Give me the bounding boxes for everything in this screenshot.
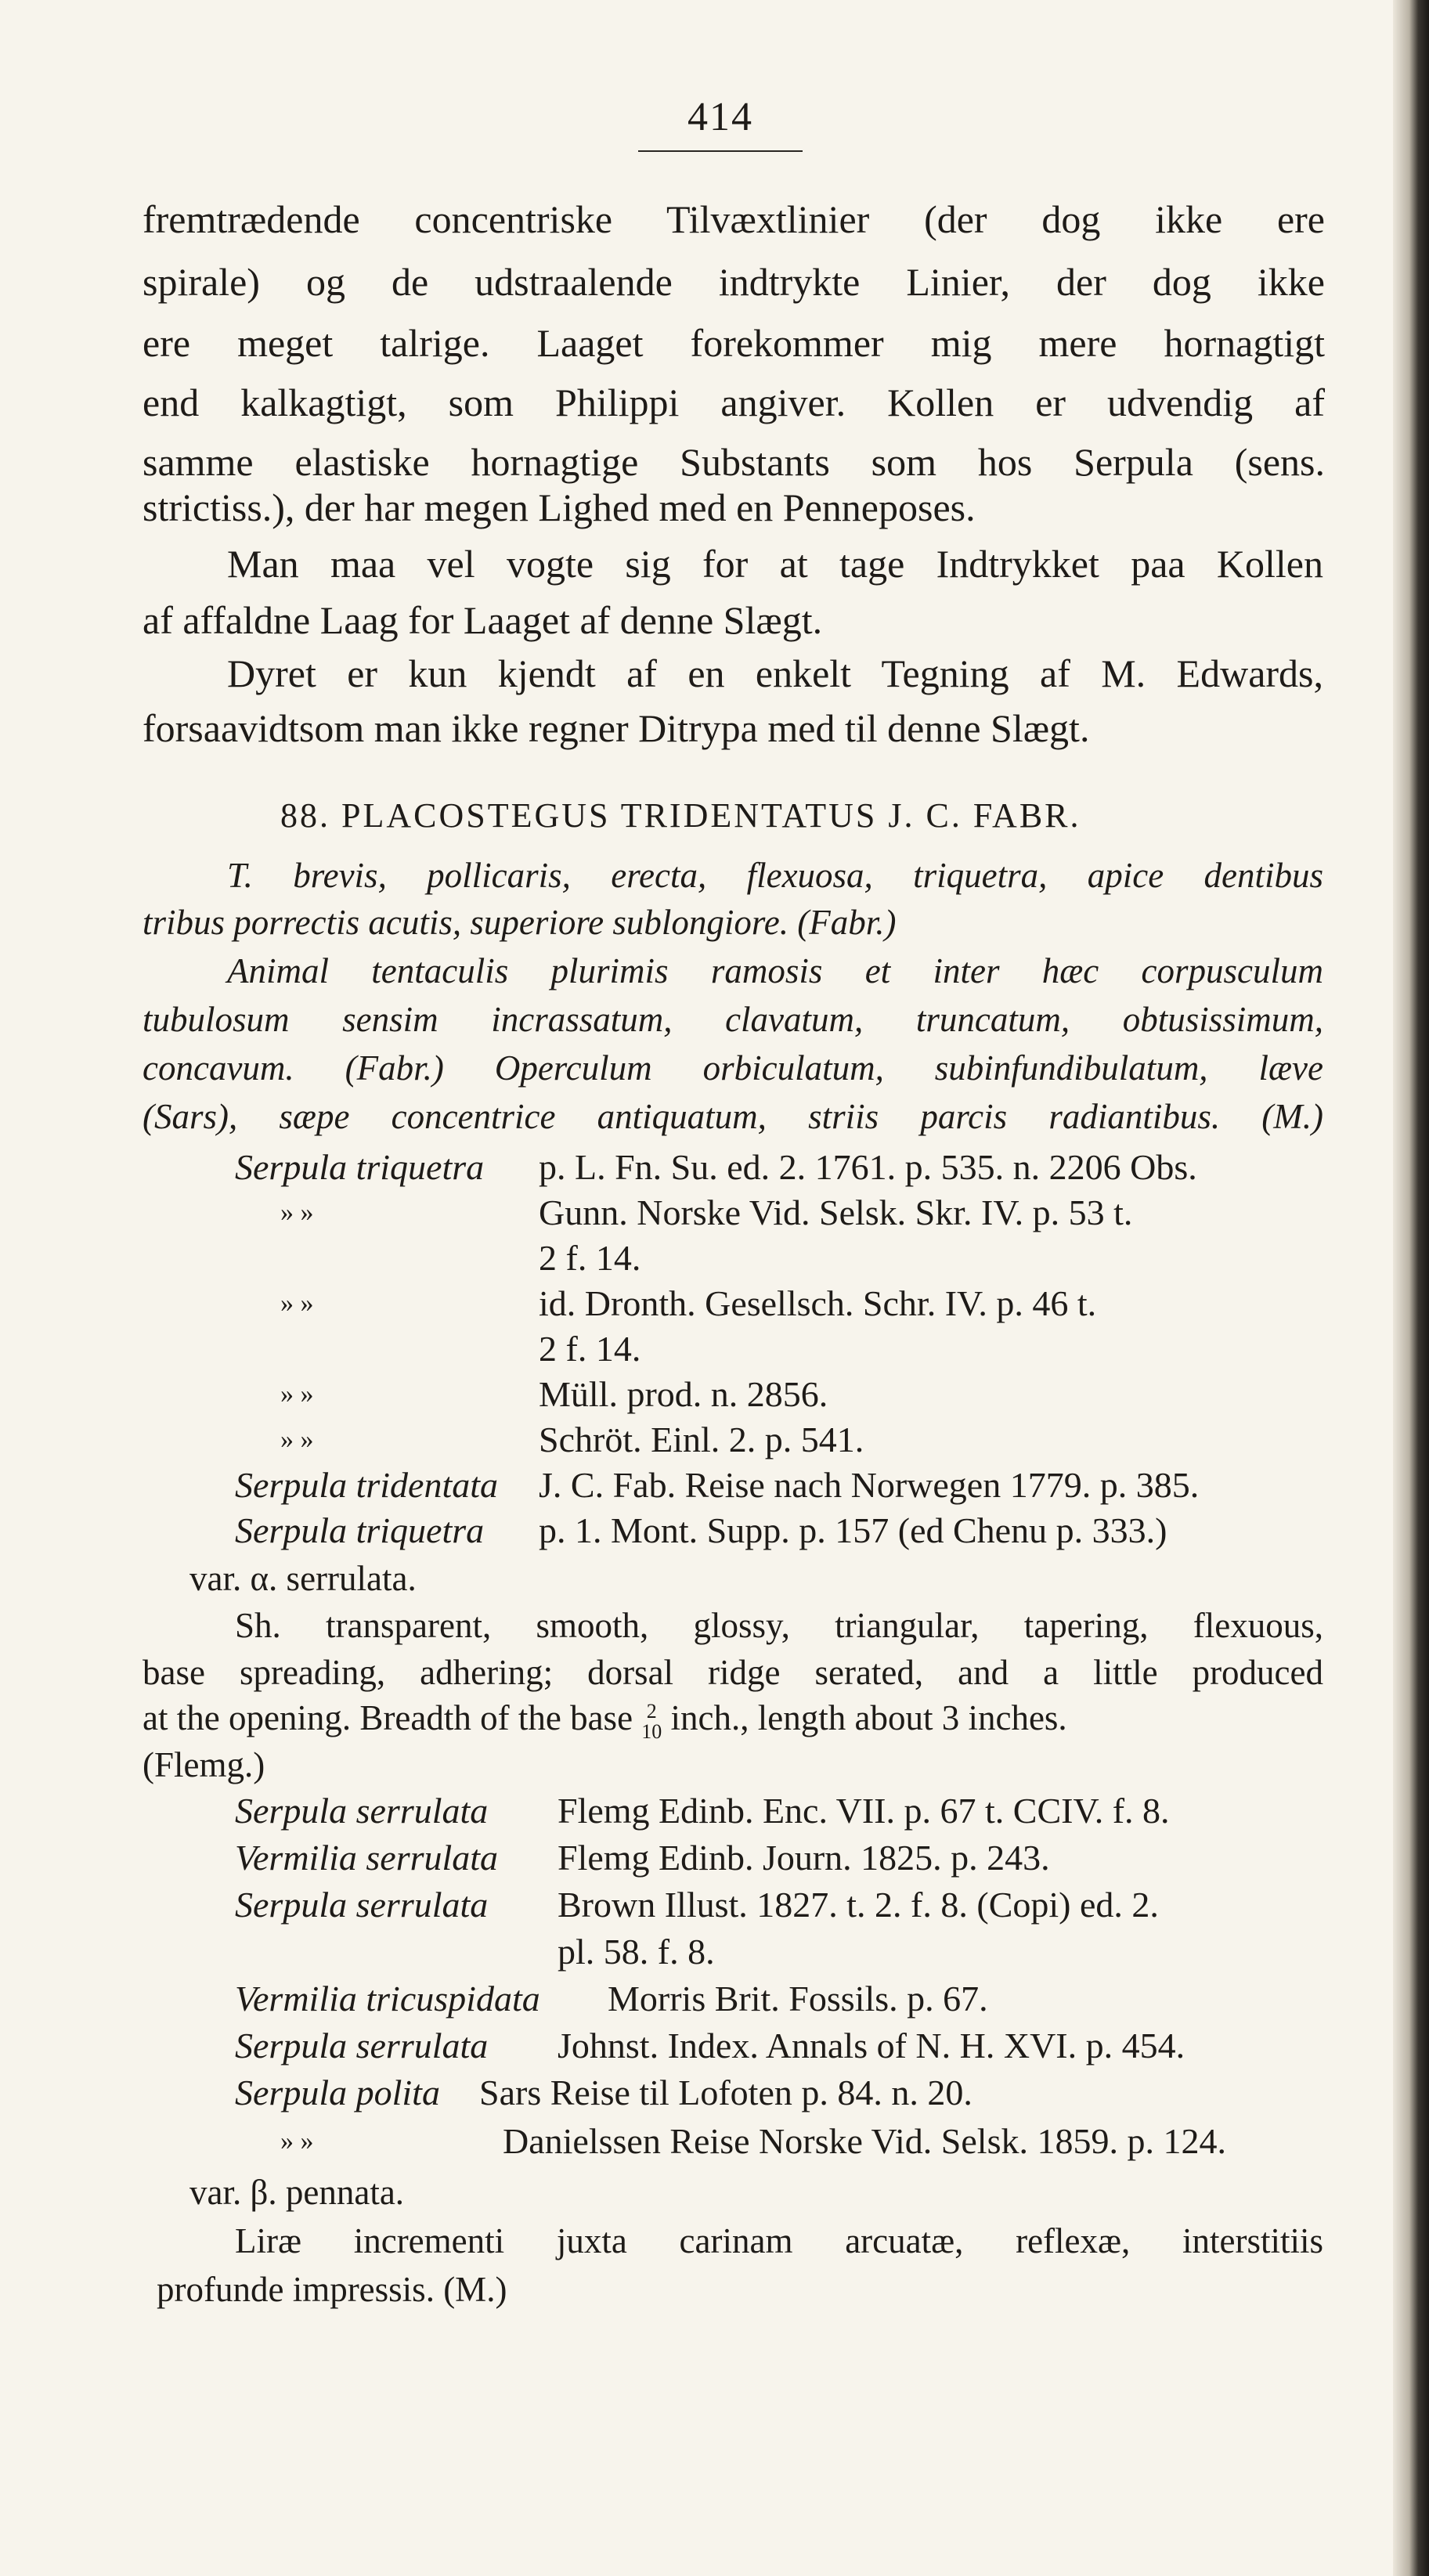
synonym-reference: 2 f. 14. [539,1329,641,1369]
description-line: (Flemg.) [143,1745,265,1784]
synonym-name: Serpula triquetra [235,1147,485,1187]
synonym-name: Serpula serrulata [235,1791,489,1831]
diagnosis-line: (Sars), sæpe concentrice antiquatum, striis parcis radiantibus. (M.) [143,1097,1323,1136]
diagnosis-line: tribus porrectis acutis, superiore sublongiore. (Fabr.) [143,903,897,942]
lirae-line: profunde impressis. (M.) [157,2270,507,2309]
paragraph-line: af affaldne Laag for Laaget af denne Slægt. [143,598,823,642]
ditto-mark: » » [280,1425,314,1454]
synonym-reference: 2 f. 14. [539,1238,641,1278]
synonym-name: Serpula triquetra [235,1510,485,1550]
paragraph-line: ere meget talrige. Laaget forekommer mig mere hornagtigt [143,321,1325,365]
synonym-name: Vermilia tricuspidata [235,1979,540,2019]
description-line: base spreading, adhering; dorsal ridge serated, and a little produced [143,1653,1323,1692]
page-number: 414 [687,95,753,139]
ditto-mark: » » [280,1289,314,1318]
synonym-reference: pl. 58. f. 8. [558,1932,715,1972]
paragraph-line: Man maa vel vogte sig for at tage Indtrykket paa Kollen [227,542,1323,586]
page-number-rule [638,150,803,152]
paragraph-line: forsaavidtsom man ikke regner Ditrypa med til denne Slægt. [143,706,1090,750]
synonym-name: Serpula serrulata [235,1885,489,1925]
breadth-text-after: inch., length about 3 inches. [670,1698,1067,1737]
paragraph-line: fremtrædende concentriske Tilvæxtlinier (der dog ikke ere [143,197,1325,241]
breadth-text-before: at the opening. Breadth of the base [143,1698,633,1737]
synonym-reference: Sars Reise til Lofoten p. 84. n. 20. [479,2073,973,2112]
diagnosis-line: Animal tentaculis plurimis ramosis et inter hæc corpusculum [227,951,1323,990]
synonym-reference: Müll. prod. n. 2856. [539,1374,828,1414]
paragraph-line: strictiss.), der har megen Lighed med en Penneposes. [143,485,976,529]
ditto-mark: » » [280,1198,314,1227]
synonym-reference: Flemg Edinb. Journ. 1825. p. 243. [558,1838,1050,1878]
synonym-reference: Danielssen Reise Norske Vid. Selsk. 1859. p. 124. [503,2121,1226,2161]
synonym-reference: id. Dronth. Gesellsch. Schr. IV. p. 46 t. [539,1283,1097,1323]
synonym-reference: J. C. Fab. Reise nach Norwegen 1779. p. 385. [539,1465,1200,1505]
synonym-reference: Johnst. Index. Annals of N. H. XVI. p. 454. [558,2026,1185,2065]
lirae-line: Liræ incrementi juxta carinam arcuatæ, reflexæ, interstitiis [235,2221,1323,2260]
synonym-reference: p. 1. Mont. Supp. p. 157 (ed Chenu p. 333.) [539,1510,1167,1550]
synonym-reference: Morris Brit. Fossils. p. 67. [608,1979,988,2019]
diagnosis-line: tubulosum sensim incrassatum, clavatum, truncatum, obtusissimum, [143,1000,1323,1039]
synonym-reference: Brown Illust. 1827. t. 2. f. 8. (Copi) ed. 2. [558,1885,1159,1925]
paragraph-line: Dyret er kun kjendt af en enkelt Tegning af M. Edwards, [227,651,1323,695]
fraction-denominator: 10 [641,1719,662,1743]
diagnosis-line: T. brevis, pollicaris, erecta, flexuosa, triquetra, apice dentibus [227,856,1323,895]
description-line: Sh. transparent, smooth, glossy, triangular, tapering, flexuous, [235,1606,1323,1645]
synonym-name: Serpula serrulata [235,2026,489,2065]
synonym-name: Serpula polita [235,2073,440,2112]
paragraph-line: end kalkagtigt, som Philippi angiver. Kollen er udvendig af [143,381,1325,424]
synonym-reference: Gunn. Norske Vid. Selsk. Skr. IV. p. 53 t. [539,1192,1133,1232]
diagnosis-line: concavum. (Fabr.) Operculum orbiculatum, subinfundibulatum, læve [143,1048,1323,1088]
fraction-numerator: 2 [646,1699,657,1723]
synonym-reference: p. L. Fn. Su. ed. 2. 1761. p. 535. n. 2206 Obs. [539,1147,1197,1187]
synonym-reference: Flemg Edinb. Enc. VII. p. 67 t. CCIV. f. 8. [558,1791,1170,1831]
page-edge-shadow [1393,0,1429,2576]
synonym-name: Serpula tridentata [235,1465,499,1505]
description-line [143,1694,1067,1742]
paragraph-line: samme elastiske hornagtige Substants som hos Serpula (sens. [143,440,1325,484]
breadth-fraction [641,1701,662,1742]
ditto-mark: » » [280,2127,314,2156]
variety-alpha: var. α. serrulata. [189,1559,417,1598]
variety-beta: var. β. pennata. [189,2173,405,2212]
ditto-mark: » » [280,1380,314,1409]
paragraph-line: spirale) og de udstraalende indtrykte Linier, der dog ikke [143,260,1325,304]
synonym-name: Vermilia serrulata [235,1838,499,1878]
species-heading: 88. PLACOSTEGUS TRIDENTATUS J. C. FABR. [280,796,1081,835]
synonym-reference: Schröt. Einl. 2. p. 541. [539,1420,864,1459]
